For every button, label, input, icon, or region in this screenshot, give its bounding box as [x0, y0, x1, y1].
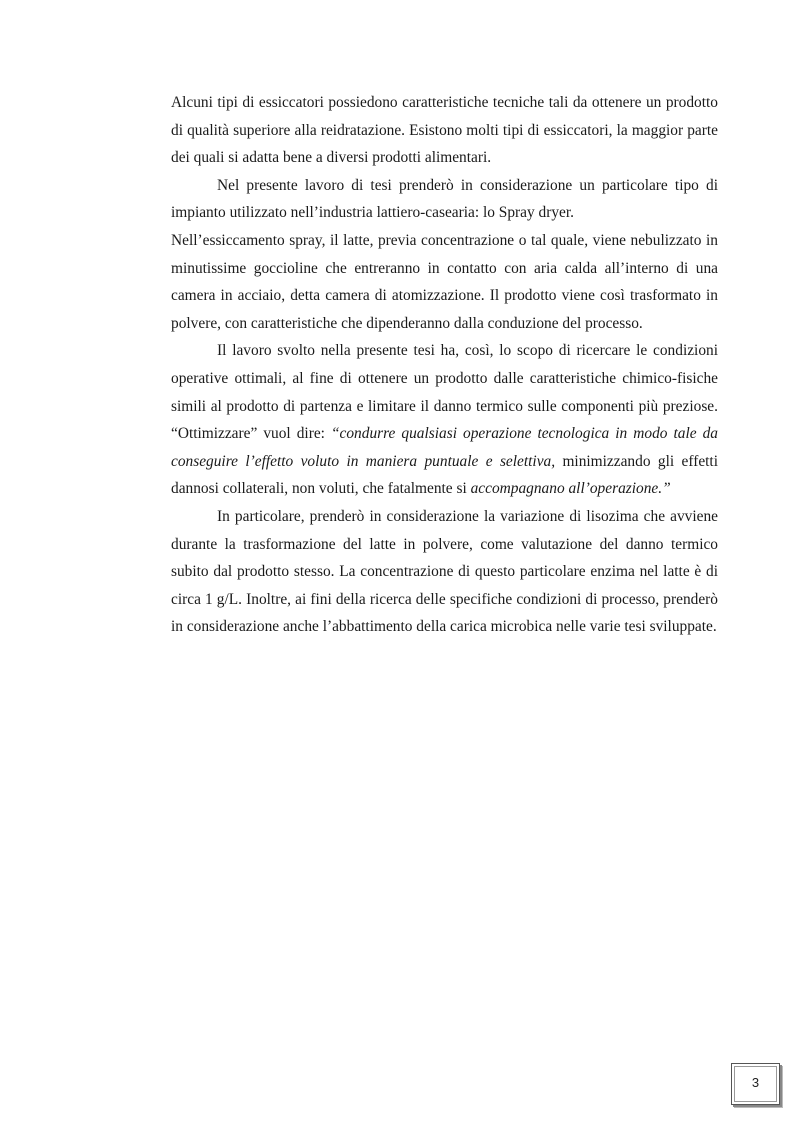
paragraph-text: In particolare, prenderò in considerazione la variazione di lisozima che avviene durante la trasformazione del latte in polvere, come valutazione del danno termico subito dal prodotto stesso. La concentrazione di questo particolare enzima nel latte è di circa 1 g/L. Inoltre, ai fini della ricerca delle specifiche condizioni di processo, prenderò in considerazione anche l’abbattimento della carica microbica nelle varie tesi sviluppate.	[171, 507, 718, 636]
paragraph-text: Nel presente lavoro di tesi prenderò in considerazione un particolare tipo di impianto utilizzato nell’industria lattiero-casearia: lo Spray dryer.	[171, 176, 718, 222]
paragraph-3	[171, 227, 718, 337]
quotation-text: “condurre qualsiasi operazione tecnologica in modo tale da conseguire l’effetto voluto in maniera puntuale e selettiva,	[171, 425, 719, 470]
paragraph-2	[171, 172, 718, 227]
page-number-frame	[731, 1063, 780, 1105]
paragraph-5	[171, 503, 718, 641]
page-number: 3	[751, 1075, 760, 1090]
paragraph-text: minimizzando gli effetti dannosi collaterali, non voluti, che fatalmente si	[171, 452, 718, 498]
paragraph-1	[171, 89, 718, 172]
page-body	[171, 89, 718, 641]
paragraph-text: Il lavoro svolto nella presente tesi ha, così, lo scopo di ricercare le condizioni operative ottimali, al fine di ottenere un prodotto dalle caratteristiche chimico-fisiche simili al prodotto di partenza e limitare il danno termico sulle componenti più preziose. “Ottimizzare” vuol dire:	[171, 342, 718, 443]
paragraph-4	[171, 337, 718, 503]
paragraph-text: Nell’essiccamento spray, il latte, previa concentrazione o tal quale, viene nebulizzato in minutissime goccioline che entreranno in contatto con aria calda all’interno di una camera in acciaio, detta camera di atomizzazione. Il prodotto viene così trasformato in polvere, con caratteristiche che dipenderanno dalla conduzione del processo.	[171, 231, 718, 332]
paragraph-text: Alcuni tipi di essiccatori possiedono caratteristiche tecniche tali da ottenere un prodotto di qualità superiore alla reidratazione. Esistono molti tipi di essiccatori, la maggior parte dei quali si adatta bene a diversi prodotti alimentari.	[171, 94, 718, 167]
quotation-text: accompagnano all’operazione.”	[470, 480, 671, 498]
